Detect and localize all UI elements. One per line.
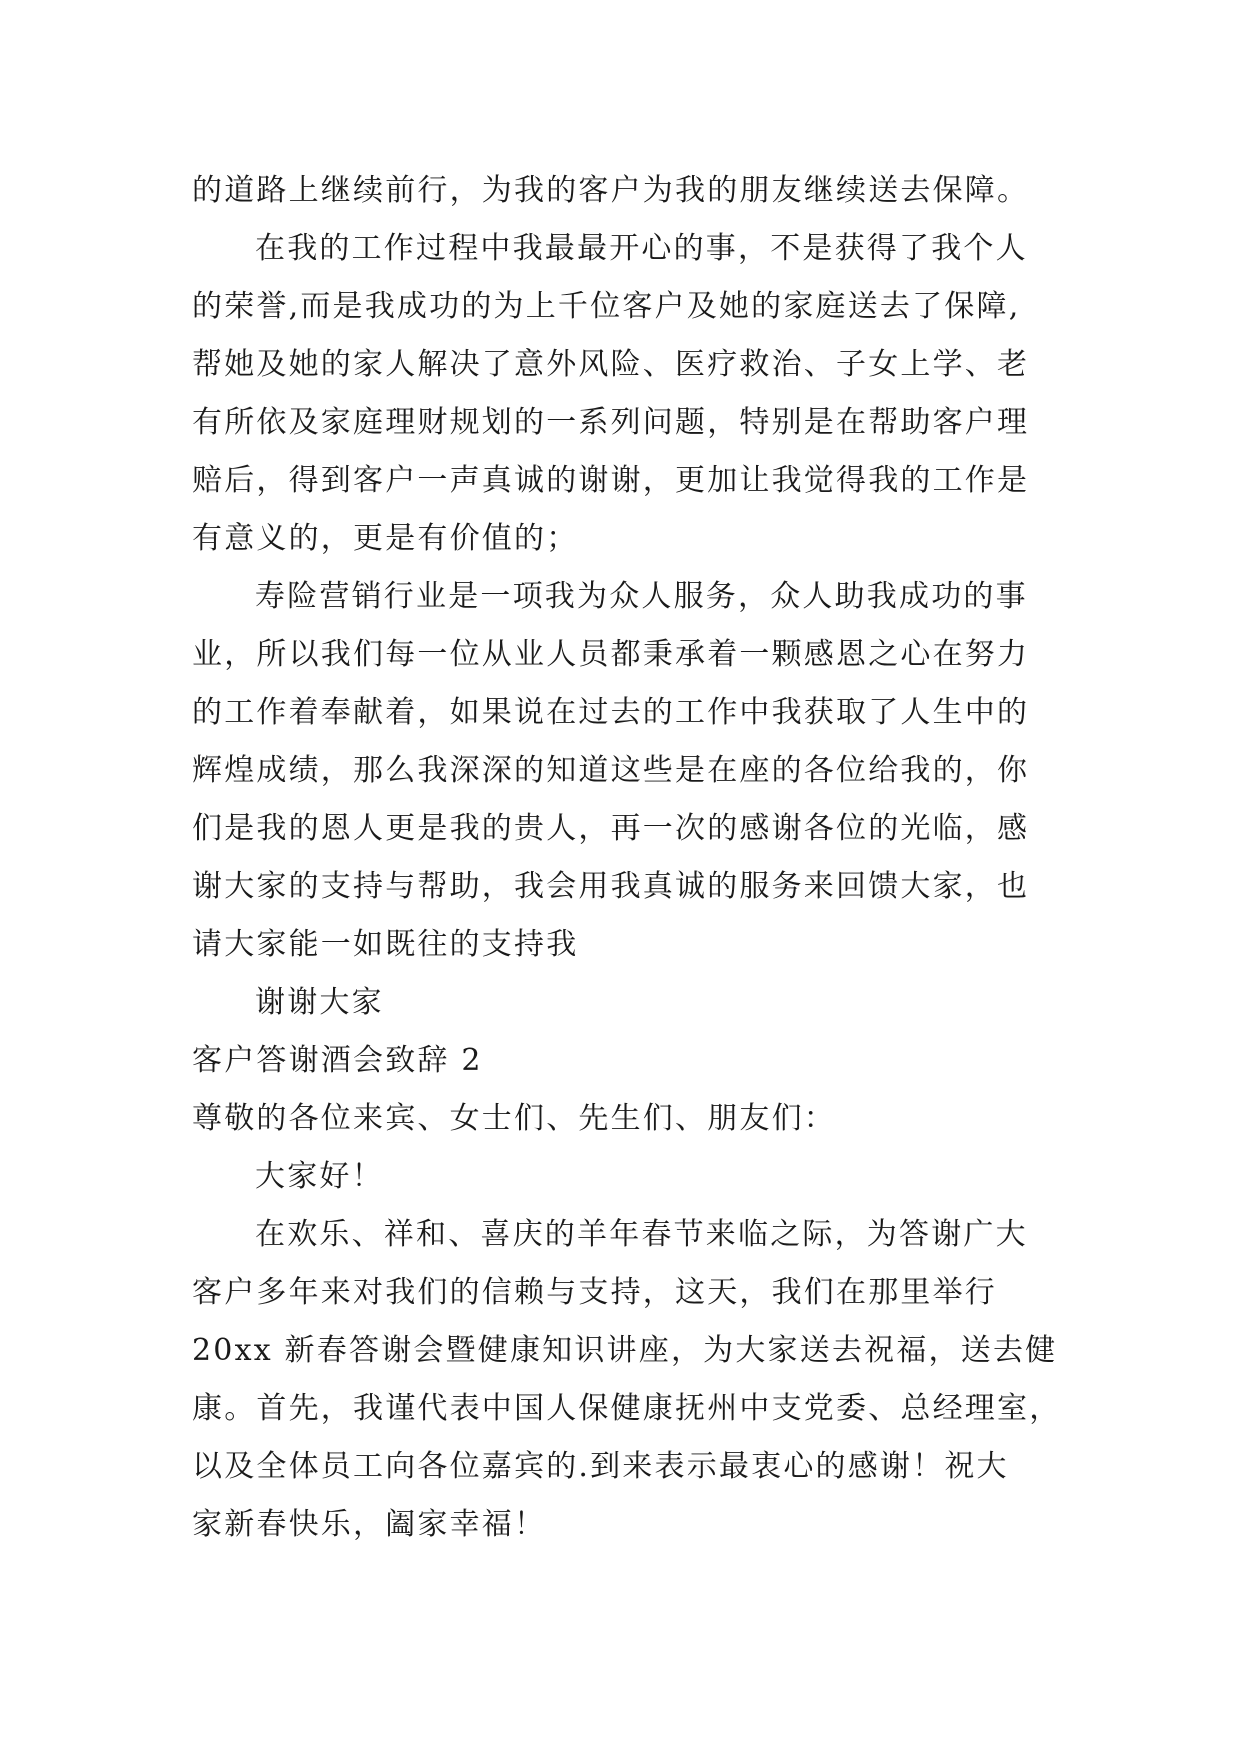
text-line: 家新春快乐，阖家幸福！: [192, 1507, 547, 1542]
text-line: 辉煌成绩，那么我深深的知道这些是在座的各位给我的，你: [192, 753, 1030, 788]
text-line: 请大家能一如既往的支持我: [192, 927, 579, 962]
greeting: 大家好！: [255, 1159, 384, 1194]
body-text: [192, 162, 1092, 1554]
paragraph-start: 寿险营销行业是一项我为众人服务，众人助我成功的事: [255, 579, 1028, 614]
text-line: 20xx 新春答谢会暨健康知识讲座，为大家送去祝福，送去健: [192, 1333, 1058, 1368]
paragraph-start: 在我的工作过程中我最最开心的事，不是获得了我个人: [255, 231, 1028, 266]
text-line: 帮她及她的家人解决了意外风险、医疗救治、子女上学、老: [192, 347, 1030, 382]
text-line: 有意义的，更是有价值的；: [192, 521, 579, 556]
salutation: 尊敬的各位来宾、女士们、先生们、朋友们：: [192, 1101, 836, 1136]
closing-thanks: 谢谢大家: [255, 985, 384, 1020]
text-line: 的道路上继续前行，为我的客户为我的朋友继续送去保障。: [192, 173, 1030, 208]
text-line: 康。首先，我谨代表中国人保健康抚州中支党委、总经理室，: [192, 1391, 1062, 1426]
text-line: 业，所以我们每一位从业人员都秉承着一颗感恩之心在努力: [192, 637, 1030, 672]
text-line: 客户多年来对我们的信赖与支持，这天，我们在那里举行: [192, 1275, 997, 1310]
section-heading: 客户答谢酒会致辞 2: [192, 1043, 483, 1078]
text-line: 的荣誉,而是我成功的为上千位客户及她的家庭送去了保障,: [192, 289, 1021, 324]
paragraph-start: 在欢乐、祥和、喜庆的羊年春节来临之际，为答谢广大: [255, 1217, 1028, 1252]
text-line: 赔后，得到客户一声真诚的谢谢，更加让我觉得我的工作是: [192, 463, 1030, 498]
text-line: 有所依及家庭理财规划的一系列问题，特别是在帮助客户理: [192, 405, 1030, 440]
text-line: 的工作着奉献着，如果说在过去的工作中我获取了人生中的: [192, 695, 1030, 730]
text-line: 以及全体员工向各位嘉宾的.到来表示最衷心的感谢！祝大: [192, 1449, 1009, 1484]
text-line: 谢大家的支持与帮助，我会用我真诚的服务来回馈大家，也: [192, 869, 1030, 904]
text-line: 们是我的恩人更是我的贵人，再一次的感谢各位的光临，感: [192, 811, 1030, 846]
